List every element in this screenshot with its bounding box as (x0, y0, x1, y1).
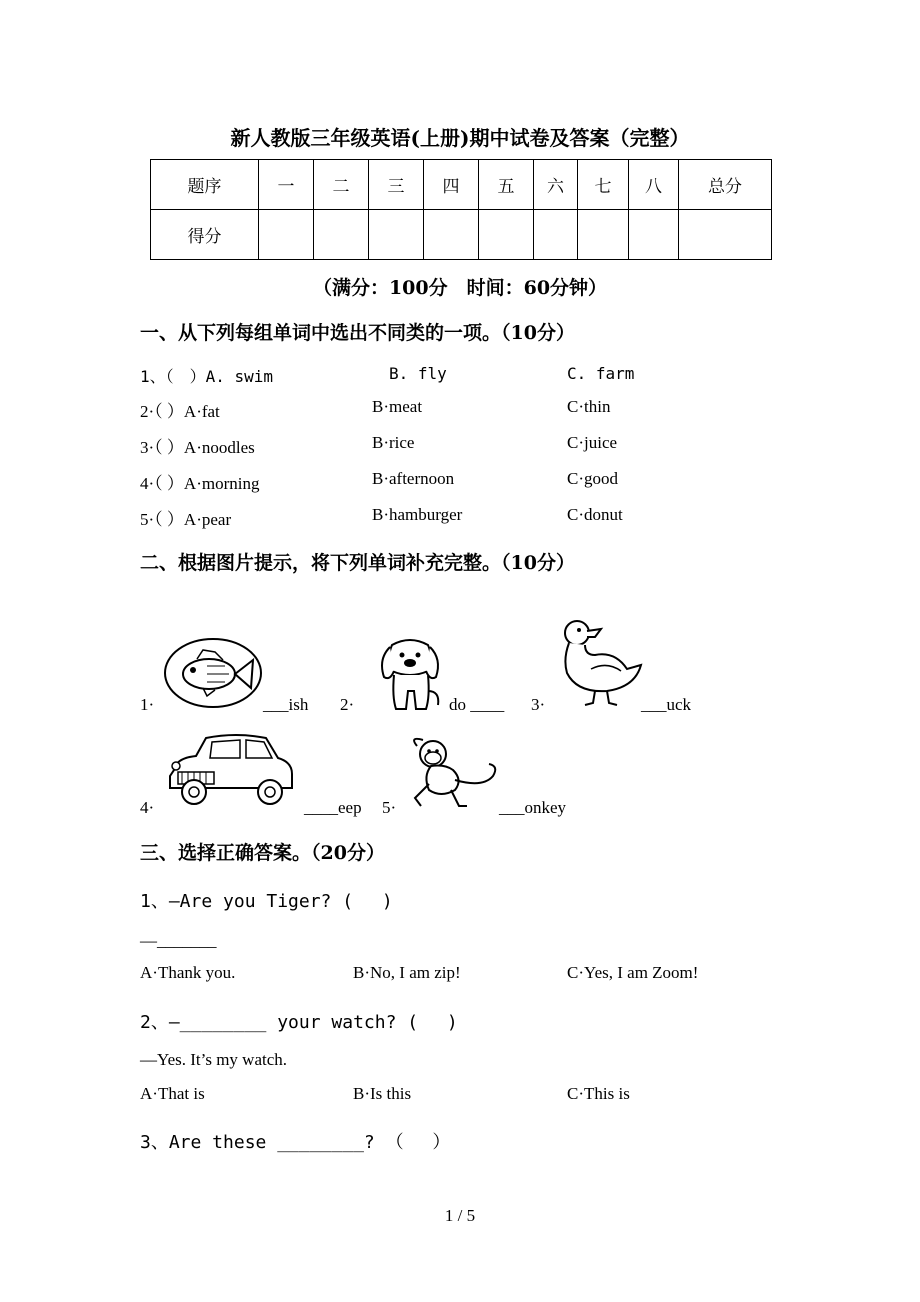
duck-picture (555, 617, 647, 709)
s3-q1-option-c: C·Yes, I am Zoom! (567, 963, 699, 982)
score-header-cell: 二 (314, 160, 369, 210)
item1-blank: ___ish (263, 695, 309, 714)
s3-q1-option-b: B·No, I am zip! (353, 963, 461, 982)
section3-heading: 三、选择正确答案。（20分） (140, 842, 385, 864)
s3-q3-question: 3、Are these ________? （ ） (140, 1132, 451, 1153)
q3-option-c: C·juice (567, 433, 618, 452)
q4-option-b: B·afternoon (372, 469, 455, 488)
s3-q1-option-a: A·Thank you. (140, 963, 236, 982)
q5-option-b: B·hamburger (372, 505, 463, 524)
score-cell[interactable] (259, 210, 314, 260)
s3-q2-option-a: A·That is (140, 1084, 205, 1103)
score-cell[interactable] (578, 210, 629, 260)
section1-heading: 一、从下列每组单词中选出不同类的一项。（10分） (140, 322, 575, 344)
section2-heading: 二、根据图片提示，将下列单词补充完整。（10分） (140, 552, 575, 574)
item4-blank: ____eep (304, 798, 362, 817)
score-cell[interactable] (629, 210, 679, 260)
score-cell[interactable] (369, 210, 424, 260)
score-label-cell: 得分 (151, 210, 259, 260)
q2-option-c: C·thin (567, 397, 611, 416)
q2-option-b: B·meat (372, 397, 423, 416)
q3-option-b: B·rice (372, 433, 415, 452)
s3-q2-reply: —Yes. It’s my watch. (140, 1050, 288, 1069)
item3-blank: ___uck (641, 695, 692, 714)
score-cell[interactable] (534, 210, 578, 260)
item1-number: 1· (140, 695, 155, 714)
score-cell[interactable] (679, 210, 772, 260)
s3-q2-option-c: C·This is (567, 1084, 630, 1103)
score-header-cell: 题序 (151, 160, 259, 210)
score-header-cell: 八 (629, 160, 679, 210)
q1-option-a: 1、（ ）A. swim (140, 367, 274, 386)
q2-option-a: 2·（ ）A·fat (140, 402, 220, 421)
score-header-cell: 七 (578, 160, 629, 210)
score-header-cell: 三 (369, 160, 424, 210)
s3-q2-question: 2、—________ your watch? ( ) (140, 1012, 458, 1033)
page-title: 新人教版三年级英语(上册)期中试卷及答案（完整） (230, 126, 690, 150)
exam-info: （满分：100分 时间：60分钟） (312, 277, 608, 299)
q3-option-a: 3·（ ）A·noodles (140, 438, 255, 457)
page-number: 1 / 5 (444, 1206, 476, 1225)
q4-option-c: C·good (567, 469, 618, 488)
monkey-picture (405, 736, 500, 814)
s3-q2-option-b: B·Is this (353, 1084, 412, 1103)
s3-q1-answer-line: —_______ (140, 931, 217, 950)
score-cell[interactable] (424, 210, 479, 260)
fish-picture (163, 636, 263, 711)
score-value-row (151, 210, 772, 260)
item5-blank: ___onkey (499, 798, 567, 817)
score-header-cell: 六 (534, 160, 578, 210)
score-header-cell: 总分 (679, 160, 772, 210)
item3-number: 3· (531, 695, 546, 714)
q4-option-a: 4·（ ）A·morning (140, 474, 260, 493)
q1-option-c: C. farm (567, 364, 635, 383)
item2-number: 2· (340, 695, 355, 714)
score-header-cell: 四 (424, 160, 479, 210)
score-header-cell: 五 (479, 160, 534, 210)
item5-number: 5· (382, 798, 397, 817)
jeep-picture (166, 730, 296, 810)
dog-picture (372, 635, 450, 713)
score-cell[interactable] (479, 210, 534, 260)
q1-option-b: B. fly (389, 364, 447, 383)
q5-option-c: C·donut (567, 505, 623, 524)
q5-option-a: 5·（ ）A·pear (140, 510, 232, 529)
item4-number: 4· (140, 798, 155, 817)
item2-blank: do ____ (449, 695, 505, 714)
score-header-row (151, 160, 772, 210)
score-header-cell: 一 (259, 160, 314, 210)
score-cell[interactable] (314, 210, 369, 260)
s3-q1-question: 1、—Are you Tiger? ( ) (140, 891, 393, 912)
score-table (150, 159, 772, 260)
